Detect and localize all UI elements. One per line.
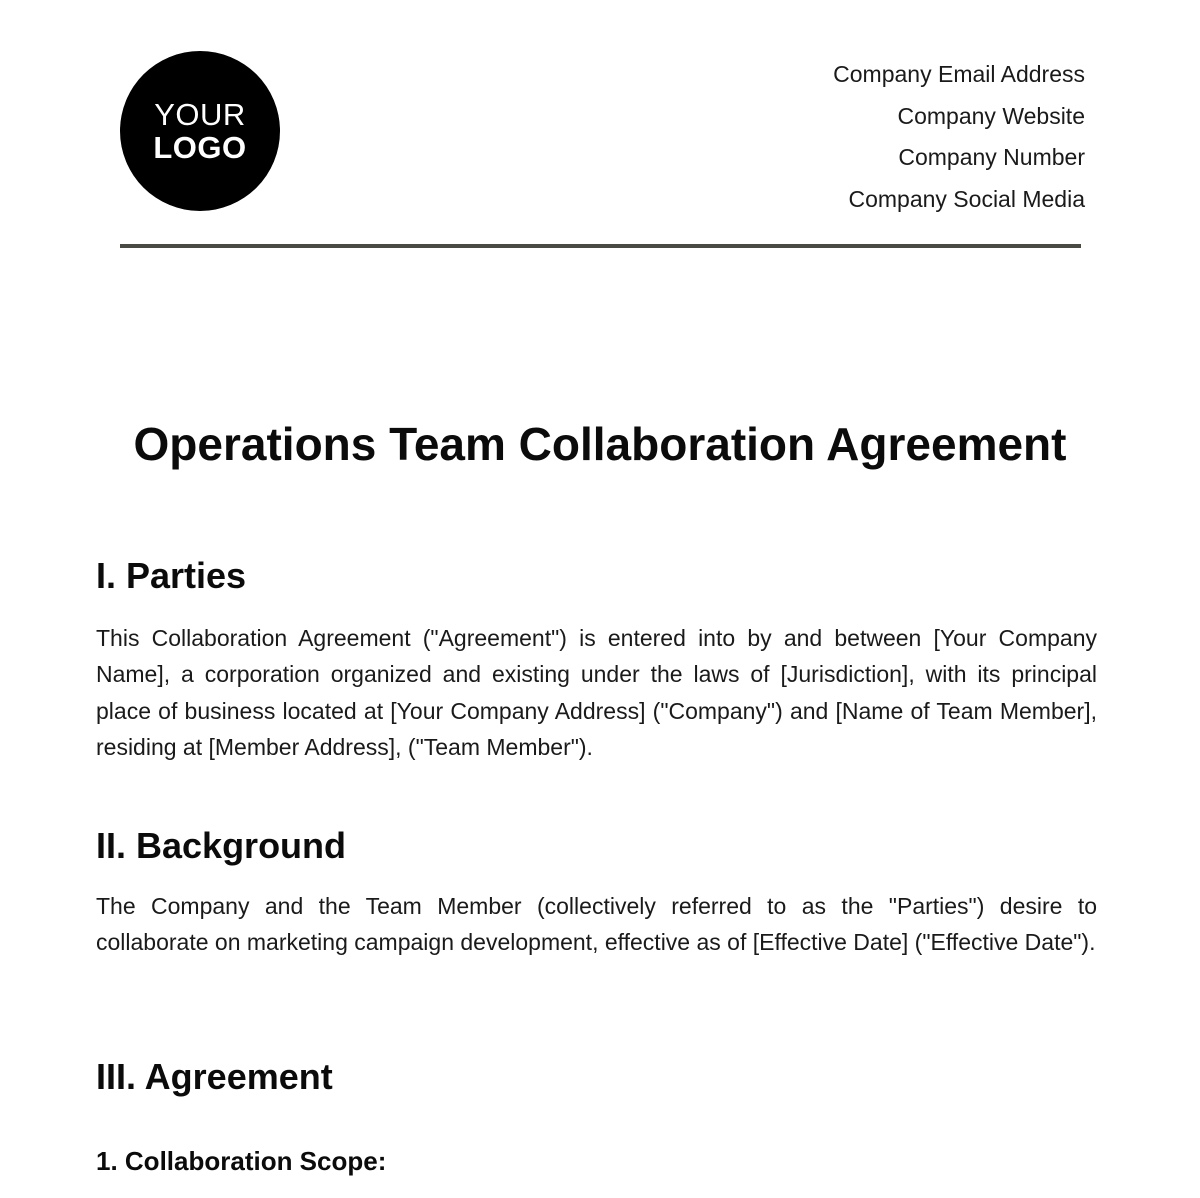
header-divider [120,244,1081,248]
subheading-collaboration-scope: 1. Collaboration Scope: [96,1146,387,1176]
company-number: Company Number [898,144,1085,171]
company-website: Company Website [897,102,1085,129]
company-logo [120,51,280,211]
company-email: Company Email Address [833,61,1085,87]
section-heading-parties: I. Parties [96,555,247,596]
company-contact-block [833,54,1085,221]
document-title: Operations Team Collaboration Agreement [133,418,1067,470]
section-heading-agreement: III. Agreement [96,1056,333,1097]
logo-text-line2: LOGO [153,130,247,165]
section-heading-background: II. Background [96,825,347,866]
section-body-parties: This Collaboration Agreement ("Agreement") is entered into by and between [Your Company Name], a corporation organized and existing under the laws of [Jurisdiction], with its principal place of business located at [Your Company Address] ("Company") and [Name of Team Member], residing at [Member Address], ("Team Member"). [96,625,1097,760]
section-body-background: The Company and the Team Member (collectively referred to as the "Parties") desire to collaborate on marketing campaign development, effective as of [Effective Date] ("Effective Date"). [96,893,1097,956]
logo-text-line1: YOUR [154,97,246,132]
company-social-media: Company Social Media [848,186,1085,213]
